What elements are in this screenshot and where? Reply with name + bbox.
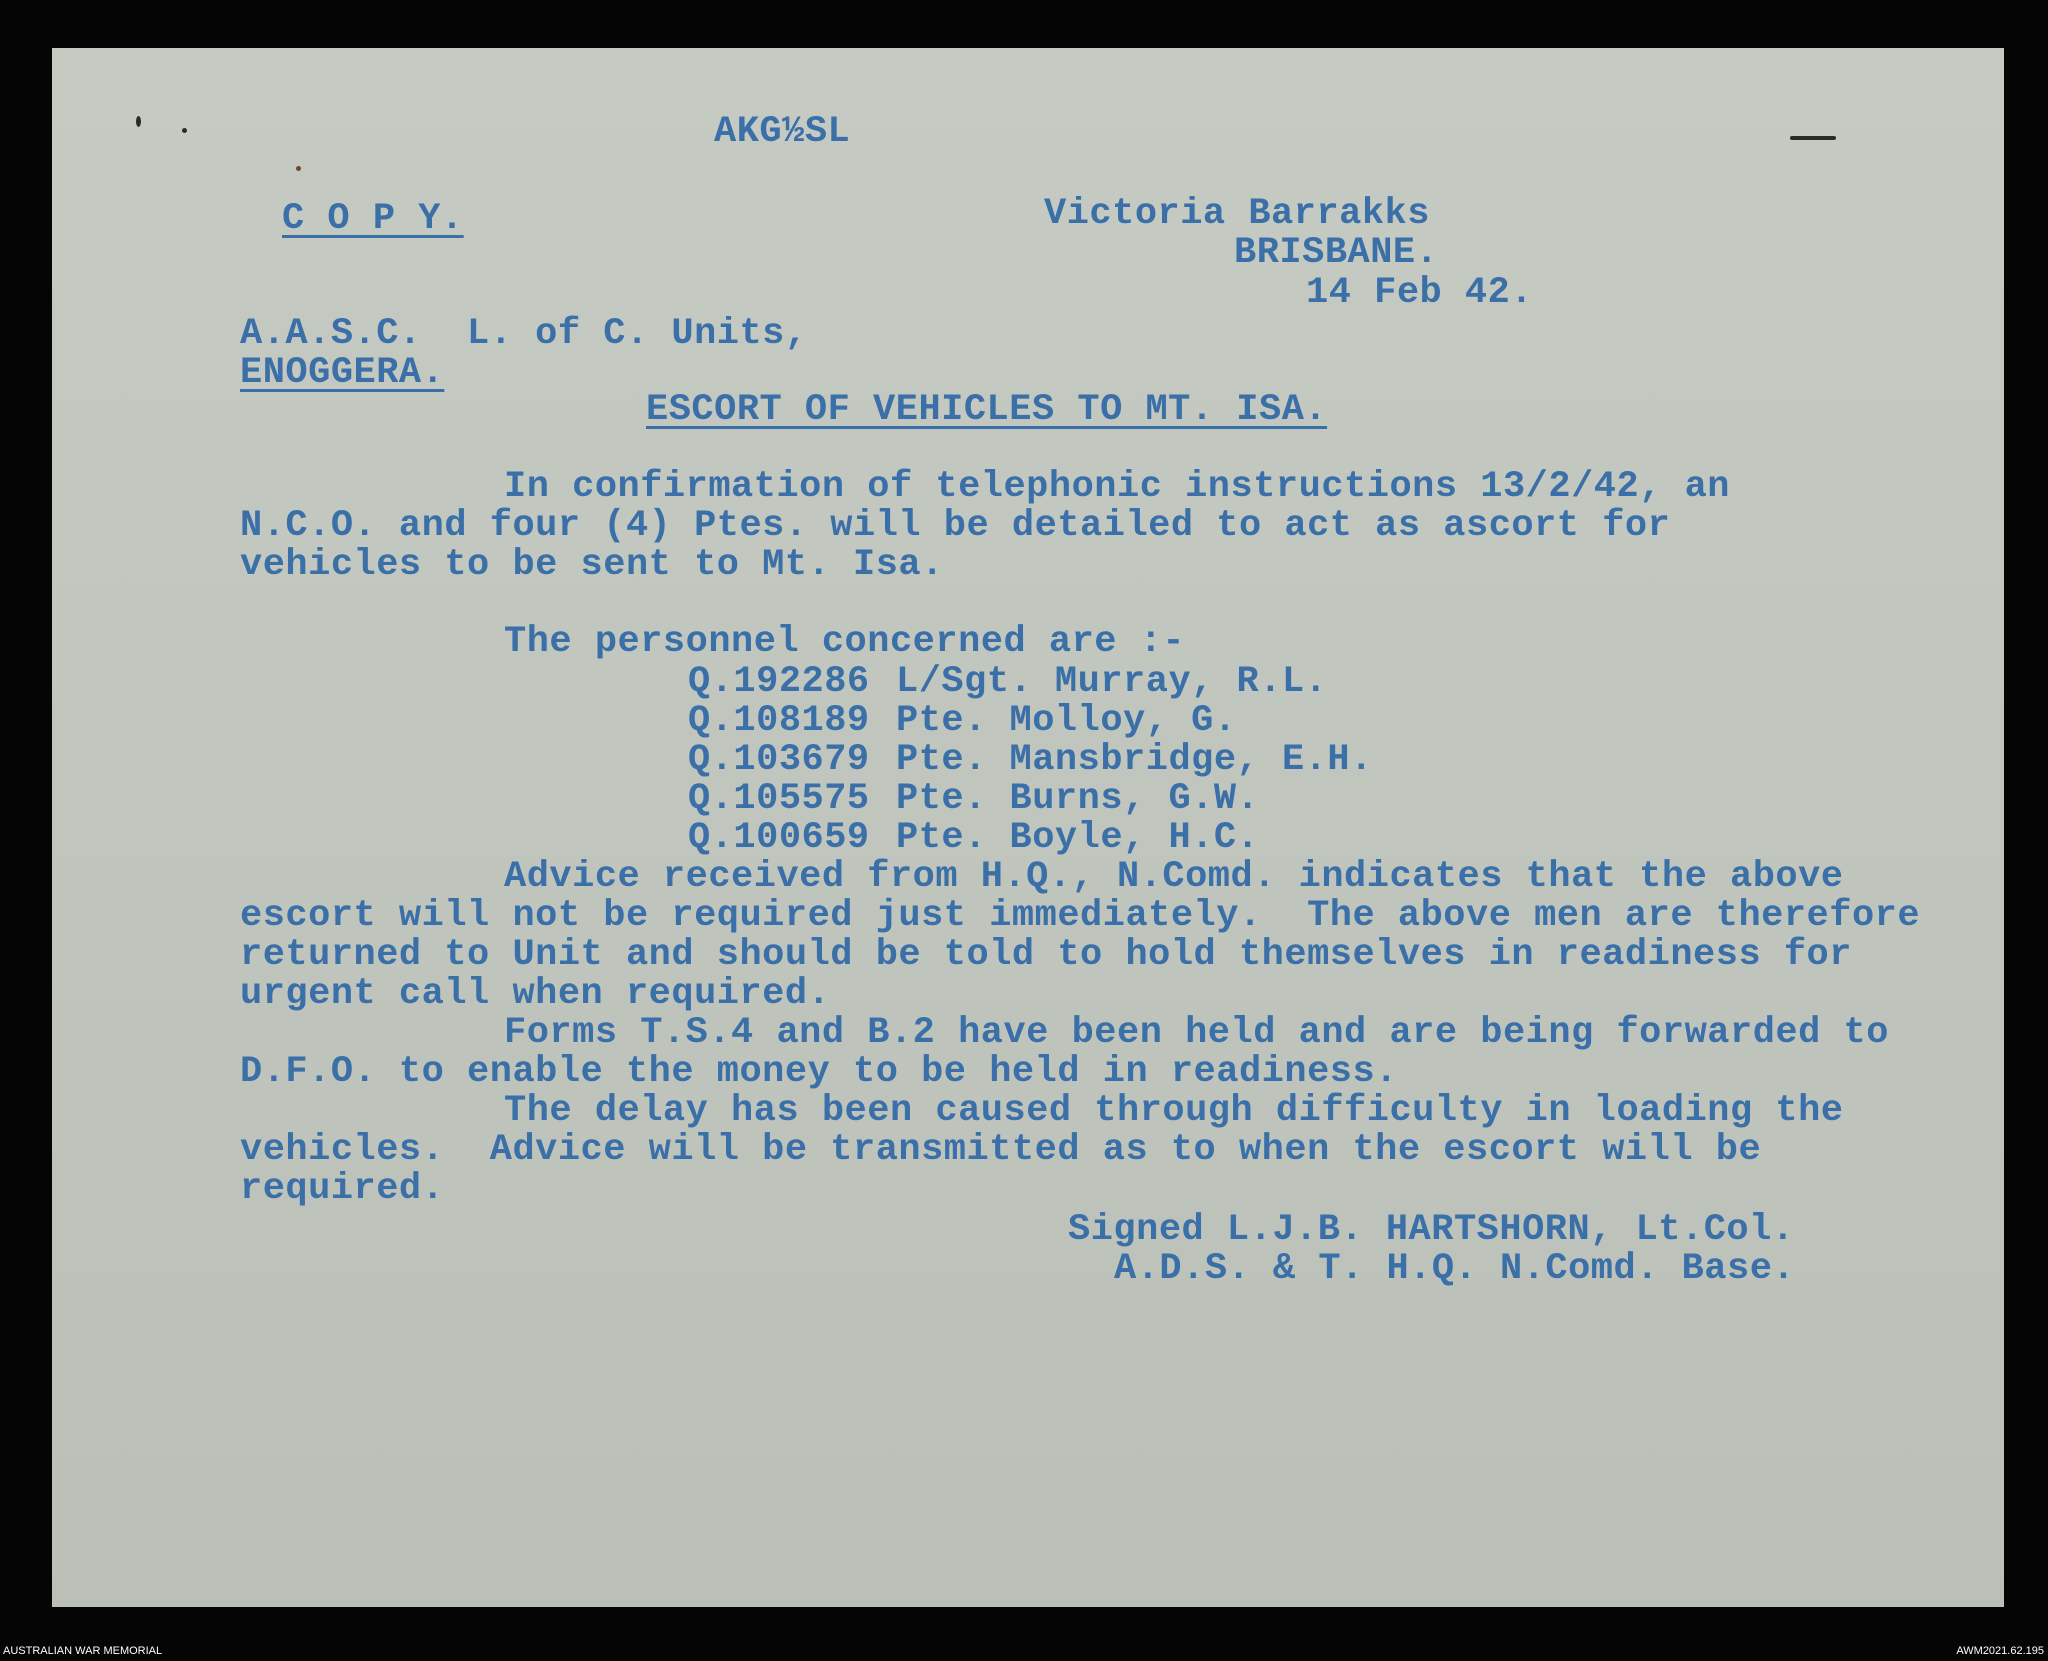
paragraph-line: vehicles to be sent to Mt. Isa. bbox=[240, 544, 944, 586]
paragraph-line: N.C.O. and four (4) Ptes. will be detailed to act as ascort for bbox=[240, 505, 1671, 547]
footer-institution: AUSTRALIAN WAR MEMORIAL bbox=[3, 1645, 163, 1657]
paragraph-line: The delay has been caused through difficulty in loading the bbox=[504, 1090, 1844, 1132]
subject-heading: ESCORT OF VEHICLES TO MT. ISA. bbox=[646, 389, 1328, 431]
document-reference: AKG½SL bbox=[714, 111, 851, 153]
recipient-line: A.A.S.C. L. of C. Units, bbox=[240, 313, 808, 355]
paper-speck bbox=[182, 128, 187, 133]
paragraph-line: urgent call when required. bbox=[240, 973, 831, 1015]
personnel-name: Pte. Molloy, G. bbox=[896, 700, 1237, 742]
paper-speck bbox=[296, 166, 301, 171]
paragraph-line: escort will not be required just immediately. The above men are therefore bbox=[240, 895, 1921, 937]
copy-label: C O P Y. bbox=[282, 198, 464, 240]
personnel-name: L/Sgt. Murray, R.L. bbox=[896, 661, 1328, 703]
personnel-number: Q.192286 bbox=[688, 661, 870, 703]
paper-speck bbox=[1790, 136, 1836, 140]
personnel-intro: The personnel concerned are :- bbox=[504, 621, 1186, 663]
paragraph-line: D.F.O. to enable the money to be held in readiness. bbox=[240, 1051, 1398, 1093]
paragraph-line: required. bbox=[240, 1168, 445, 1210]
paragraph-line: returned to Unit and should be told to hold themselves in readiness for bbox=[240, 934, 1852, 976]
paragraph-line: Forms T.S.4 and B.2 have been held and are being forwarded to bbox=[504, 1012, 1889, 1054]
paragraph-line: vehicles. Advice will be transmitted as to when the escort will be bbox=[240, 1129, 1762, 1171]
footer-accession-number: AWM2021.62.195 bbox=[1956, 1645, 2044, 1657]
signature-line: A.D.S. & T. H.Q. N.Comd. Base. bbox=[1114, 1248, 1796, 1290]
signature-line: Signed L.J.B. HARTSHORN, Lt.Col. bbox=[1068, 1209, 1795, 1251]
personnel-name: Pte. Burns, G.W. bbox=[896, 778, 1260, 820]
recipient-location: ENOGGERA. bbox=[240, 352, 445, 394]
personnel-number: Q.105575 bbox=[688, 778, 870, 820]
paper-speck bbox=[136, 116, 141, 127]
paragraph-line: In confirmation of telephonic instructions 13/2/42, an bbox=[504, 466, 1730, 508]
personnel-name: Pte. Mansbridge, E.H. bbox=[896, 739, 1373, 781]
personnel-name: Pte. Boyle, H.C. bbox=[896, 817, 1260, 859]
personnel-number: Q.103679 bbox=[688, 739, 870, 781]
personnel-number: Q.100659 bbox=[688, 817, 870, 859]
address-line: Victoria Barrakks bbox=[1044, 193, 1430, 235]
personnel-number: Q.108189 bbox=[688, 700, 870, 742]
address-line: BRISBANE. bbox=[1234, 232, 1439, 274]
date-line: 14 Feb 42. bbox=[1306, 272, 1534, 314]
paragraph-line: Advice received from H.Q., N.Comd. indicates that the above bbox=[504, 856, 1844, 898]
